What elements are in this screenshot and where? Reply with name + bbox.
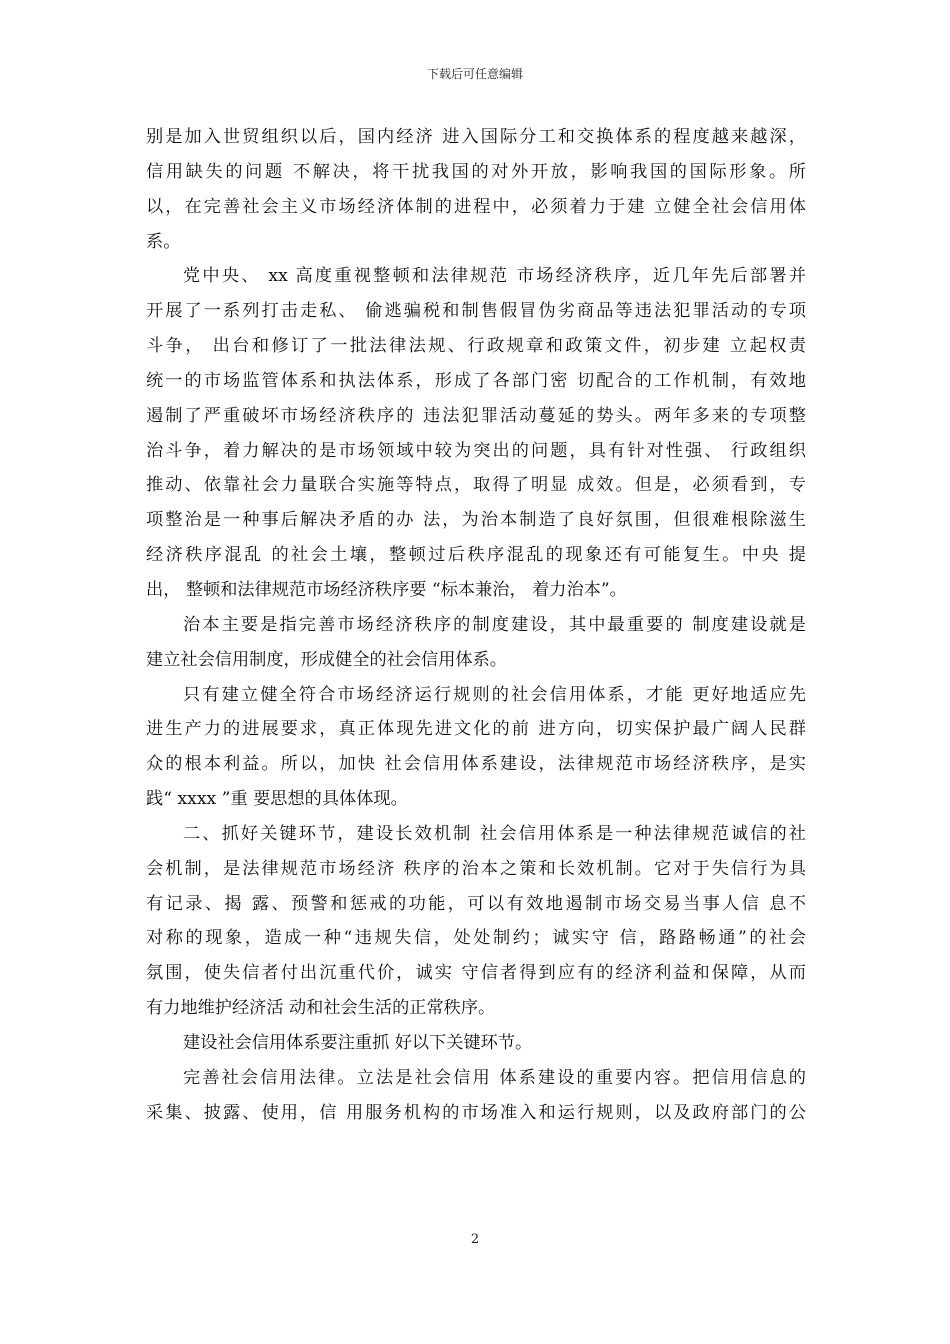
- text-line: 治斗争，着力解决的是市场领域中较为突出的问题，具有针对性强、 行政组织: [146, 440, 806, 461]
- text-line: 践“ xxxx ”重 要思想的具体体现。: [146, 789, 408, 810]
- text-line: 对称的现象，造成一种“违规失信，处处制约；诚实守 信，路路畅通”的社会: [146, 928, 806, 949]
- text-line: 统一的市场监管体系和执法体系，形成了各部门密 切配合的工作机制，有效地: [146, 370, 806, 391]
- text-line: 氛围，使失信者付出沉重代价，诚实 守信者得到应有的经济利益和保障，从而: [146, 963, 806, 984]
- text-line: 建立社会信用制度，形成健全的社会信用体系。: [146, 649, 507, 670]
- text-line: 信用缺失的问题 不解决，将干扰我国的对外开放，影响我国的国际形象。所: [146, 161, 806, 182]
- text-line: 进生产力的进展要求，真正体现先进文化的前 进方向，切实保护最广阔人民群: [146, 719, 806, 740]
- page-number: 2: [470, 1232, 480, 1247]
- text-line: 众的根本利益。所以，加快 社会信用体系建设，法律规范市场经济秩序，是实: [146, 754, 806, 775]
- text-line: 系。: [146, 231, 181, 252]
- text-line: 出， 整顿和法律规范市场经济秩序要 “标本兼治， 着力治本”。: [146, 579, 627, 600]
- text-line: 有记录、揭 露、预警和惩戒的功能，可以有效地遏制市场交易当事人信 息不: [146, 893, 806, 914]
- text-line: 斗争， 出台和修订了一批法律法规、行政规章和政策文件，初步建 立起权责: [146, 336, 806, 357]
- page-header: 下载后可任意编辑: [426, 67, 523, 81]
- text-line: 开展了一系列打击走私、 偷逃骗税和制售假冒伪劣商品等违法犯罪活动的专项: [146, 301, 806, 322]
- text-line: 会机制，是法律规范市场经济 秩序的治本之策和长效机制。它对于失信行为具: [146, 858, 806, 879]
- text-line: 完善社会信用法律。立法是社会信用 体系建设的重要内容。把信用信息的: [183, 1067, 806, 1088]
- text-line: 建设社会信用体系要注重抓 好以下关键环节。: [183, 1032, 533, 1053]
- text-line: 经济秩序混乱 的社会土壤，整顿过后秩序混乱的现象还有可能复生。中央 提: [146, 545, 806, 566]
- text-line: 采集、披露、使用，信 用服务机构的市场准入和运行规则，以及政府部门的公: [146, 1102, 806, 1123]
- text-line: 项整治是一种事后解决矛盾的办 法，为治本制造了良好氛围，但很难根除滋生: [146, 510, 806, 531]
- text-line: 推动、依靠社会力量联合实施等特点，取得了明显 成效。但是，必须看到，专: [146, 475, 806, 496]
- document-body: [146, 120, 806, 1130]
- text-line: 治本主要是指完善市场经济秩序的制度建设，其中最重要的 制度建设就是: [183, 614, 806, 635]
- text-line: 二、抓好关键环节，建设长效机制 社会信用体系是一种法律规范诚信的社: [183, 823, 806, 844]
- text-line: 遏制了严重破坏市场经济秩序的 违法犯罪活动蔓延的势头。两年多来的专项整: [146, 405, 806, 426]
- text-line: 党中央、 xx 高度重视整顿和法律规范 市场经济秩序，近几年先后部署并: [183, 266, 806, 287]
- text-line: 只有建立健全符合市场经济运行规则的社会信用体系，才能 更好地适应先: [183, 684, 806, 705]
- text-line: 别是加入世贸组织以后，国内经济 进入国际分工和交换体系的程度越来越深，: [146, 127, 806, 147]
- text-line: 以，在完善社会主义市场经济体制的进程中，必须着力于建 立健全社会信用体: [146, 196, 806, 217]
- text-line: 有力地维护经济活 动和社会生活的正常秩序。: [146, 998, 496, 1019]
